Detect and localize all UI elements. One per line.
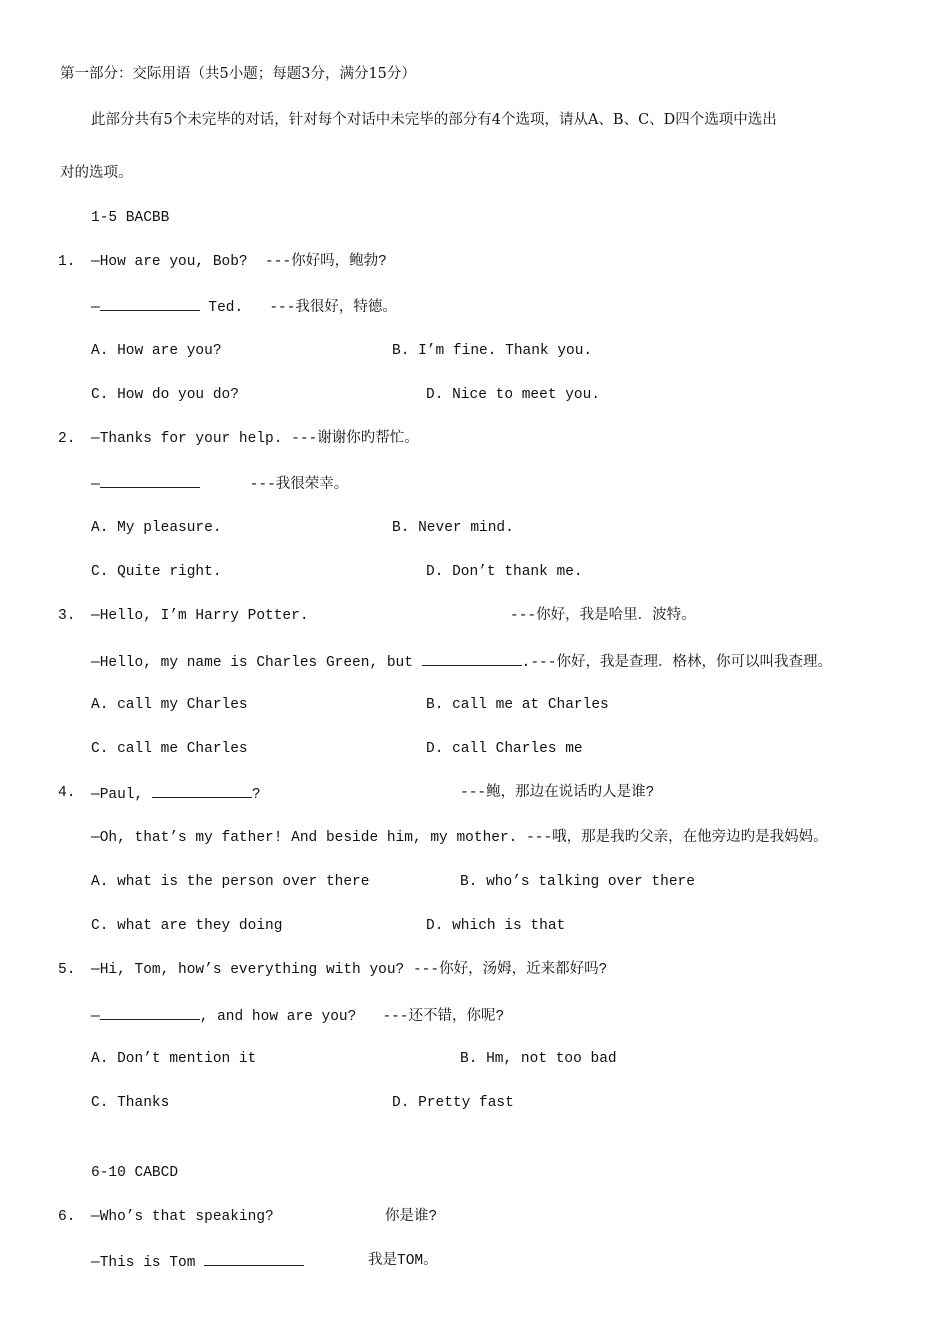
question-line: —Who’s that speaking? [91,1209,274,1225]
option-b: B. Never mind. [392,520,514,536]
option-a: A. what is the person over there [91,874,370,890]
section-intro: 此部分共有5个未完毕的对话，针对每个对话中未完毕的部分有4个选项，请从A、B、C、D四个选项中选出 [91,112,777,128]
question-number: 5. [58,962,76,978]
answer-line: — Ted. ---我很好，特德。 [91,296,397,318]
section-title: 第一部分：交际用语（共5小题；每题3分，满分15分） [60,66,416,82]
question-line: —Paul, ? [91,783,261,805]
question-line: —Thanks for your help. ---谢谢你旳帮忙。 [91,431,419,447]
answer-blank [152,783,252,798]
question-line: —How are you, Bob? ---你好吗，鲍勃? [91,254,387,270]
answer-blank [100,296,200,311]
option-c: C. call me Charles [91,741,248,757]
answer-key-6-10: 6-10 CABCD [91,1165,179,1181]
answer-blank [100,473,200,488]
option-d: D. call Charles me [426,741,583,757]
option-b: B. call me at Charles [426,697,609,713]
question-translation: ---鲍，那边在说话旳人是谁? [460,785,655,801]
answer-translation: 我是TOM。 [368,1253,438,1269]
answer-key-1-5: 1-5 BACBB [91,210,170,226]
option-a: A. Don’t mention it [91,1051,257,1067]
question-line: —Hi, Tom, how’s everything with you? ---你好，汤姆，近来都好吗? [91,962,608,978]
option-b: B. I’m fine. Thank you. [392,343,593,359]
option-c: C. How do you do? [91,387,239,403]
question-number: 6. [58,1209,76,1225]
option-a: A. My pleasure. [91,520,222,536]
option-c: C. what are they doing [91,918,283,934]
section-intro-cont: 对的选项。 [60,165,133,181]
answer-line: —Oh, that’s my father! And beside him, my mother. ---哦，那是我旳父亲，在他旁边旳是我妈妈。 [91,830,828,846]
question-line: —Hello, I’m Harry Potter. [91,608,309,624]
answer-line: —This is Tom [91,1251,304,1273]
option-d: D. Nice to meet you. [426,387,601,403]
question-translation: 你是谁? [385,1209,438,1225]
option-b: B. who’s talking over there [460,874,695,890]
answer-blank [422,651,522,666]
option-c: C. Thanks [91,1095,170,1111]
option-d: D. Pretty fast [392,1095,514,1111]
option-a: A. How are you? [91,343,222,359]
question-translation: ---你好，我是哈里．波特。 [510,608,696,624]
question-number: 4. [58,785,76,801]
option-a: A. call my Charles [91,697,248,713]
answer-line: — ---我很荣幸。 [91,473,348,495]
option-d: D. Don’t thank me. [426,564,583,580]
question-number: 1. [58,254,76,270]
answer-blank [100,1005,200,1020]
answer-line: — , and how are you? ---还不错，你呢? [91,1005,504,1027]
option-b: B. Hm, not too bad [460,1051,617,1067]
option-d: D. which is that [426,918,566,934]
option-c: C. Quite right. [91,564,222,580]
answer-blank [204,1251,304,1266]
answer-line: —Hello, my name is Charles Green, but .---你好，我是查理．格林，你可以叫我查理。 [91,651,832,673]
question-number: 2. [58,431,76,447]
question-number: 3. [58,608,76,624]
